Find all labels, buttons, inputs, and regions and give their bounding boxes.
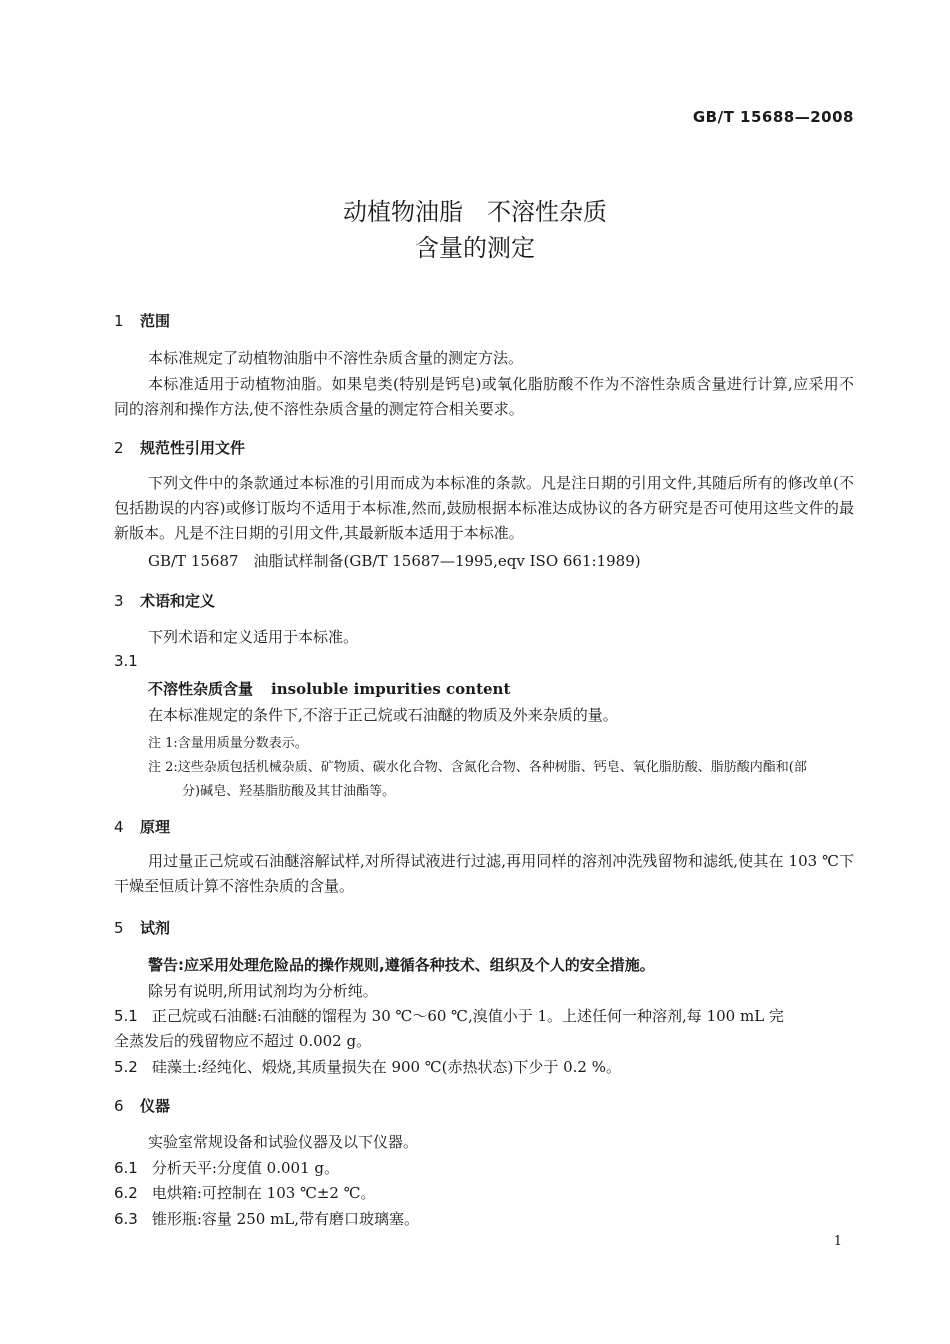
reagent-item-5-1 <box>114 1005 784 1026</box>
section-heading-principle <box>114 816 170 837</box>
note-2-line-1: 注 2:这些杂质包括机械杂质、矿物质、碳水化合物、含氮化合物、各种树脂、钙皂、氧化脂肪酸、脂肪酸内酯和(部 <box>148 760 807 775</box>
item-text: 正己烷或石油醚:石油醚的馏程为 30 ℃～60 ℃,溴值小于 1。上述任何一种溶剂,每 100 mL 完 <box>151 1007 784 1025</box>
section-title: 原理 <box>140 818 171 836</box>
section-number: 4 <box>114 818 124 836</box>
section-number: 2 <box>114 439 124 457</box>
item-number: 6.2 <box>114 1184 138 1202</box>
section-title: 仪器 <box>140 1097 171 1115</box>
safety-warning: 警告:应采用处理危险品的操作规则,遵循各种技术、组织及个人的安全措施。 <box>148 956 655 974</box>
item-number: 6.3 <box>114 1210 138 1228</box>
document-title-line2: 含量的测定 <box>415 234 535 262</box>
subsection-number-3-1: 3.1 <box>114 652 138 670</box>
section-heading-reagents <box>114 917 170 938</box>
item-number: 5.2 <box>114 1058 138 1076</box>
apparatus-item-6-2 <box>114 1182 376 1203</box>
standard-number: GB/T 15688—2008 <box>692 108 854 126</box>
section-heading-scope <box>114 310 170 331</box>
section-title: 术语和定义 <box>140 592 216 610</box>
section-heading-apparatus <box>114 1095 170 1116</box>
apparatus-item-6-1 <box>114 1157 339 1178</box>
reagent-item-5-1-continued: 全蒸发后的残留物应不超过 0.002 g。 <box>114 1032 372 1050</box>
item-text: 锥形瓶:容量 250 mL,带有磨口玻璃塞。 <box>151 1210 420 1228</box>
reagent-item-5-2 <box>114 1056 621 1077</box>
section-heading-terms <box>114 590 215 611</box>
section-title: 范围 <box>140 312 171 330</box>
page-number: 1 <box>833 1234 842 1249</box>
item-number: 6.1 <box>114 1159 138 1177</box>
item-text: 硅藻土:经纯化、煅烧,其质量损失在 900 ℃(赤热状态)下少于 0.2 %。 <box>151 1058 621 1076</box>
section-heading-normative-references <box>114 437 245 458</box>
section-number: 1 <box>114 312 124 330</box>
apparatus-paragraph: 实验室常规设备和试验仪器及以下仪器。 <box>148 1133 419 1151</box>
references-paragraph: 下列文件中的条款通过本标准的引用而成为本标准的条款。凡是注日期的引用文件,其随后所有的修改单(不包括勘误的内容)或修订版均不适用于本标准,然而,鼓励根据本标准达成协议的各方研究是否可使用这些文件的最新版本。凡是不注日期的引用文件,其最新版本适用于本标准。 <box>114 474 854 542</box>
item-number: 5.1 <box>114 1007 138 1025</box>
reference-gbt15687: GB/T 15687 油脂试样制备(GB/T 15687—1995,eqv ISO 661:1989) <box>148 552 641 570</box>
section-number: 6 <box>114 1097 124 1115</box>
terms-paragraph: 下列术语和定义适用于本标准。 <box>148 628 359 646</box>
note-1: 注 1:含量用质量分数表示。 <box>148 736 308 751</box>
item-text: 分析天平:分度值 0.001 g。 <box>151 1159 339 1177</box>
note-2-line-2: 分)碱皂、羟基脂肪酸及其甘油酯等。 <box>182 784 396 799</box>
section-title: 试剂 <box>140 919 171 937</box>
apparatus-item-6-3 <box>114 1208 419 1229</box>
term-entry <box>148 678 510 699</box>
section-number: 3 <box>114 592 124 610</box>
term-english: insoluble impurities content <box>271 680 511 698</box>
scope-paragraph-1: 本标准规定了动植物油脂中不溶性杂质含量的测定方法。 <box>148 349 524 367</box>
term-chinese: 不溶性杂质含量 <box>148 680 254 698</box>
item-text: 电烘箱:可控制在 103 ℃±2 ℃。 <box>151 1184 376 1202</box>
section-title: 规范性引用文件 <box>140 439 246 457</box>
section-number: 5 <box>114 919 124 937</box>
principle-paragraph: 用过量正己烷或石油醚溶解试样,对所得试液进行过滤,再用同样的溶剂冲洗残留物和滤纸,使其在 103 ℃下干燥至恒质计算不溶性杂质的含量。 <box>114 852 854 895</box>
scope-paragraph-2: 本标准适用于动植物油脂。如果皂类(特别是钙皂)或氧化脂肪酸不作为不溶性杂质含量进行计算,应采用不同的溶剂和操作方法,使不溶性杂质含量的测定符合相关要求。 <box>114 375 854 418</box>
reagents-paragraph: 除另有说明,所用试剂均为分析纯。 <box>148 982 378 1000</box>
document-title-line1: 动植物油脂 不溶性杂质 <box>343 198 607 226</box>
term-definition: 在本标准规定的条件下,不溶于正己烷或石油醚的物质及外来杂质的量。 <box>148 706 618 724</box>
